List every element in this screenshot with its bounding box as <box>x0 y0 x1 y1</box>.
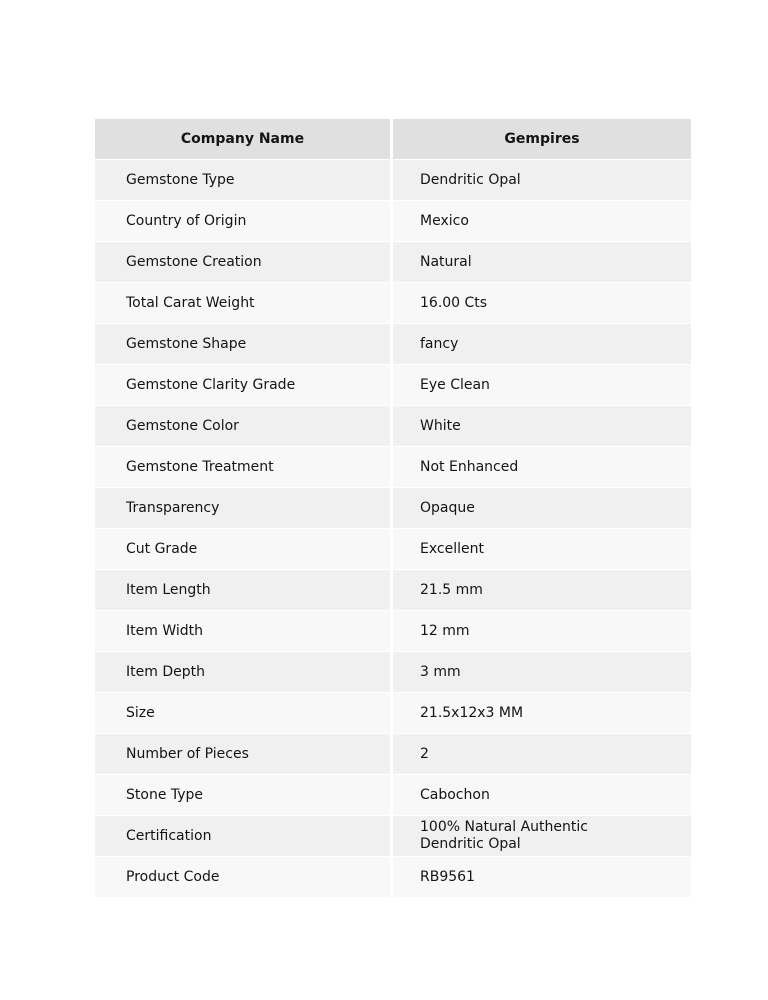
spec-value: White <box>393 406 691 446</box>
spec-value: 21.5 mm <box>393 570 691 610</box>
spec-value: 21.5x12x3 MM <box>393 693 691 733</box>
spec-label: Gemstone Treatment <box>95 447 393 487</box>
spec-label: Total Carat Weight <box>95 283 393 323</box>
spec-label: Stone Type <box>95 775 393 815</box>
spec-label: Size <box>95 693 393 733</box>
table-row <box>95 857 691 898</box>
spec-value: Dendritic Opal <box>393 160 691 200</box>
table-row <box>95 570 691 611</box>
table-row <box>95 283 691 324</box>
table-row <box>95 816 691 857</box>
table-row <box>95 447 691 488</box>
spec-label: Item Length <box>95 570 393 610</box>
table-row <box>95 201 691 242</box>
spec-value: RB9561 <box>393 857 691 897</box>
table-row <box>95 693 691 734</box>
table-row <box>95 365 691 406</box>
spec-value: fancy <box>393 324 691 364</box>
spec-label: Transparency <box>95 488 393 528</box>
table-row <box>95 324 691 365</box>
spec-value: 100% Natural Authentic Dendritic Opal <box>393 816 691 856</box>
table-header-row <box>95 119 691 160</box>
spec-label: Gemstone Clarity Grade <box>95 365 393 405</box>
spec-value: 12 mm <box>393 611 691 651</box>
company-value-header: Gempires <box>393 119 691 159</box>
spec-value: 2 <box>393 734 691 774</box>
table-row <box>95 406 691 447</box>
spec-label: Certification <box>95 816 393 856</box>
spec-label: Country of Origin <box>95 201 393 241</box>
gemstone-spec-table <box>95 119 691 898</box>
table-row <box>95 160 691 201</box>
table-row <box>95 242 691 283</box>
spec-value: 3 mm <box>393 652 691 692</box>
spec-value: Opaque <box>393 488 691 528</box>
spec-label: Cut Grade <box>95 529 393 569</box>
company-name-header: Company Name <box>95 119 393 159</box>
spec-label: Number of Pieces <box>95 734 393 774</box>
spec-label: Gemstone Type <box>95 160 393 200</box>
spec-value: Eye Clean <box>393 365 691 405</box>
spec-value: Mexico <box>393 201 691 241</box>
spec-value: Cabochon <box>393 775 691 815</box>
spec-label: Gemstone Color <box>95 406 393 446</box>
table-row <box>95 611 691 652</box>
spec-label: Product Code <box>95 857 393 897</box>
table-row <box>95 652 691 693</box>
table-row <box>95 734 691 775</box>
table-row <box>95 775 691 816</box>
spec-label: Item Depth <box>95 652 393 692</box>
spec-value: Excellent <box>393 529 691 569</box>
spec-value: Natural <box>393 242 691 282</box>
spec-label: Gemstone Creation <box>95 242 393 282</box>
table-row <box>95 529 691 570</box>
spec-label: Item Width <box>95 611 393 651</box>
table-row <box>95 488 691 529</box>
spec-value: 16.00 Cts <box>393 283 691 323</box>
spec-value: Not Enhanced <box>393 447 691 487</box>
spec-label: Gemstone Shape <box>95 324 393 364</box>
